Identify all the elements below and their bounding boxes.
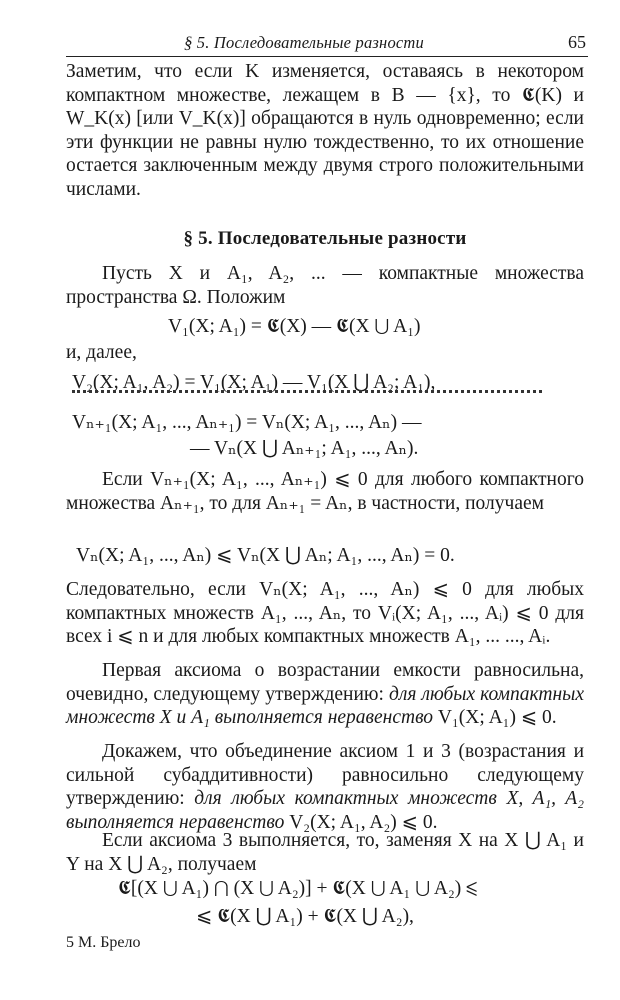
paragraph-2: Пусть X и A₁, A₂, ... — компактные множества пространства Ω. Положим [66,263,584,308]
running-head [66,30,588,57]
paragraph-7: Если аксиома 3 выполняется, то, заменяя X на X ⋃ A₁ и Y на X ⋃ A₂, получаем [66,830,584,875]
paragraph-3: Если Vₙ₊₁(X; A₁, ..., Aₙ₊₁) ⩽ 0 для любого компактного множества Aₙ₊₁, то для Aₙ₊₁ = Aₙ, в частности, получаем [66,469,584,514]
paragraph-6-plain: Докажем, что объединение аксиом 1 и 3 (возрастания и сильной субаддитивности) равносильно следующему утверждению: [66,741,584,810]
equation-2: V₂(X; A₁, A₂) = V₁(X; A₁) — V₁(X ⋃ A₂; A₁), [72,372,436,393]
page-number: 65 [568,32,586,52]
section-heading: § 5. Последовательные разности [183,228,467,249]
paragraph-5-plain: Первая аксиома о возрастании емкости равносильна, очевидно, следующему утверждению: [66,660,584,705]
paragraph-4: Следовательно, если Vₙ(X; A₁, ..., Aₙ) ⩽ 0 для любых компактных множеств A₁, ..., Aₙ, то Vᵢ(X; A₁, ..., Aᵢ) ⩽ 0 для всех i ⩽ n и для любых компактных множеств A₁, ... ..., Aᵢ. [66,579,584,648]
paragraph-6-tail: V₂(X; A₁, A₂) ⩽ 0. [284,811,438,833]
running-title: § 5. Последовательные разности [184,33,424,52]
paragraph-5-italic: для любых компактных множеств X и A₁ выполняется неравенство [66,683,584,729]
text-and-further: и, далее, [66,342,137,363]
equation-1: V₁(X; A₁) = 𝕮(X) — 𝕮(X ⋃ A₁) [168,316,421,337]
dotted-line [72,390,542,393]
equation-5a: 𝕮[(X ⋃ A₁) ⋂ (X ⋃ A₂)] + 𝕮(X ⋃ A₁ ⋃ A₂) ⩽ [118,878,478,899]
paragraph-5-tail: V₁(X; A₁) ⩽ 0. [433,707,557,729]
equation-3b: — Vₙ(X ⋃ Aₙ₊₁; A₁, ..., Aₙ). [190,438,419,459]
equation-3a: Vₙ₊₁(X; A₁, ..., Aₙ₊₁) = Vₙ(X; A₁, ..., Aₙ) — [72,412,422,433]
equation-5b: ⩽ 𝕮(X ⋃ A₁) + 𝕮(X ⋃ A₂), [196,906,414,927]
signature-mark: 5 М. Брело [66,934,141,951]
paragraph-1: Заметим, что если K изменяется, оставаясь в некотором компактном множестве, лежащем в B — {x}, то 𝕮(K) и W_K(x) [или V_K(x)] обращаются в нуль одновременно; если эти функции не равны нулю тождественно, то их отношение остается заключенным между двумя строго положительными числами. [66,61,584,200]
paragraph-6-italic: для любых компактных множеств X, A₁, A₂ выполняется неравенство [66,788,584,833]
equation-4: Vₙ(X; A₁, ..., Aₙ) ⩽ Vₙ(X ⋃ Aₙ; A₁, ..., Aₙ) = 0. [76,545,455,566]
paragraph-5 [66,659,584,730]
paragraph-6 [66,740,584,834]
